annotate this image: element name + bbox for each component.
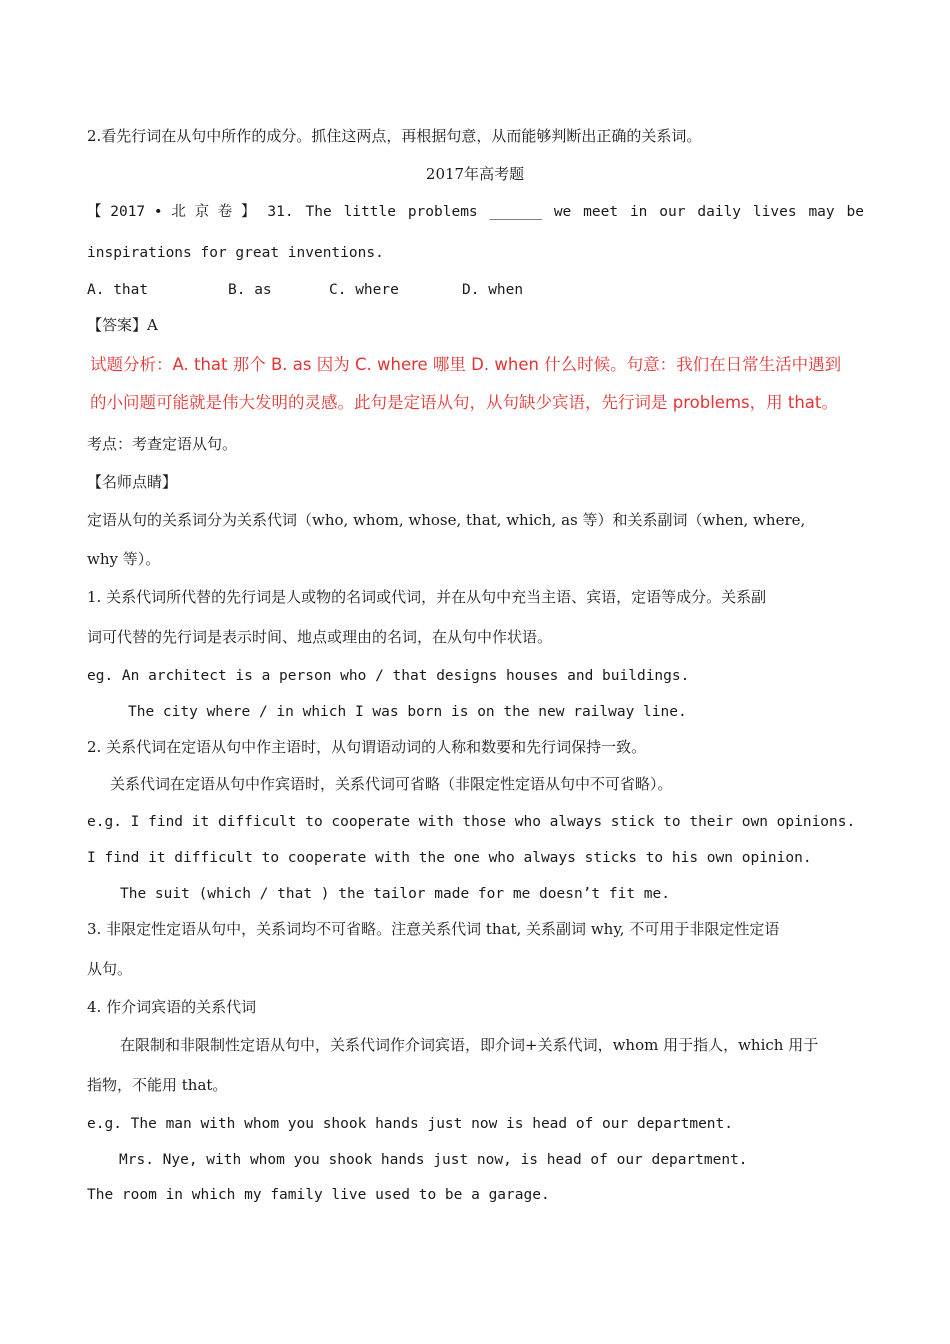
tip-paragraph-5-line-1: 在限制和非限制性定语从句中，关系代词作介词宾语，即介词+关系代词，whom 用于指人，which 用于 bbox=[120, 1036, 819, 1054]
tip-paragraph-2-line-1: 1. 关系代词所代替的先行词是人或物的名词或代词，并在从句中充当主语、宾语，定语等成分。关系副 bbox=[87, 588, 767, 606]
tip-paragraph-4-line-1: 3. 非限定性定语从句中，关系词均不可省略。注意关系代词 that, 关系副词 why, 不可用于非限定性定语 bbox=[87, 920, 780, 938]
question-line-2: inspirations for great inventions. bbox=[87, 245, 384, 261]
tip-paragraph-3-line-2: 关系代词在定语从句中作宾语时，关系代词可省略（非限定性定语从句中不可省略）。 bbox=[110, 775, 673, 793]
answer-label: 【答案】A bbox=[87, 316, 158, 334]
option-b: B. as bbox=[228, 282, 272, 298]
question-source-tag: 【 2017 • 北 京 卷 】 bbox=[87, 204, 256, 220]
section-title: 2017年高考题 bbox=[425, 165, 525, 183]
tip-paragraph-3-line-1: 2. 关系代词在定语从句中作主语时，从句谓语动词的人称和数要和先行词保持一致。 bbox=[87, 738, 647, 756]
question-word: problems bbox=[407, 204, 478, 220]
tip-paragraph-1-line-2: why 等）。 bbox=[87, 550, 161, 568]
option-c: C. where bbox=[329, 282, 399, 298]
question-word: our bbox=[659, 204, 686, 220]
question-word: little bbox=[343, 204, 396, 220]
question-word: lives bbox=[752, 204, 797, 220]
question-word: daily bbox=[697, 204, 742, 220]
option-d: D. when bbox=[462, 282, 524, 298]
teacher-tip-heading: 【名师点睛】 bbox=[87, 473, 178, 491]
question-word: meet bbox=[583, 204, 619, 220]
question-word: 31. bbox=[267, 204, 294, 220]
tip-paragraph-5-line-2: 指物，不能用 that。 bbox=[87, 1076, 228, 1094]
question-blank: ______ bbox=[489, 204, 542, 220]
tip-paragraph-1-line-1: 定语从句的关系词分为关系代词（who, whom, whose, that, which, as 等）和关系副词（when, where, bbox=[87, 511, 806, 529]
example-3: e.g. I find it difficult to cooperate with those who always stick to their own opinions. bbox=[87, 814, 856, 830]
tip-paragraph-2-line-2: 词可代替的先行词是表示时间、地点或理由的名词，在从句中作状语。 bbox=[87, 628, 553, 646]
question-line-1 bbox=[87, 202, 864, 222]
tip-paragraph-5-heading: 4. 作介词宾语的关系代词 bbox=[87, 998, 257, 1016]
analysis-line-2: 的小问题可能就是伟大发明的灵感。此句是定语从句，从句缺少宾语，先行词是 problems，用 that。 bbox=[90, 393, 838, 412]
example-1: eg. An architect is a person who / that designs houses and buildings. bbox=[87, 668, 690, 684]
option-a: A. that bbox=[87, 282, 149, 298]
question-word: in bbox=[629, 204, 648, 220]
example-5: The suit (which / that ) the tailor made for me doesn’t fit me. bbox=[120, 886, 670, 902]
question-word: we bbox=[553, 204, 572, 220]
question-word: The bbox=[305, 204, 332, 220]
example-2: The city where / in which I was born is on the new railway line. bbox=[128, 704, 687, 720]
intro-line: 2.看先行词在从句中所作的成分。抓住这两点，再根据句意，从而能够判断出正确的关系词。 bbox=[87, 127, 702, 145]
analysis-line-1: 试题分析：A. that 那个 B. as 因为 C. where 哪里 D. when 什么时候。句意：我们在日常生活中遇到 bbox=[90, 355, 842, 374]
example-7: Mrs. Nye, with whom you shook hands just now, is head of our department. bbox=[119, 1152, 748, 1168]
tip-paragraph-4-line-2: 从句。 bbox=[87, 960, 133, 978]
question-word: may bbox=[808, 204, 835, 220]
example-8: The room in which my family live used to be a garage. bbox=[87, 1187, 550, 1203]
kaodian-line: 考点：考查定语从句。 bbox=[87, 435, 238, 453]
example-6: e.g. The man with whom you shook hands just now is head of our department. bbox=[87, 1116, 734, 1132]
example-4: I find it difficult to cooperate with the one who always sticks to his own opinion. bbox=[87, 850, 812, 866]
answer-options bbox=[87, 280, 870, 300]
question-word: be bbox=[846, 204, 864, 220]
